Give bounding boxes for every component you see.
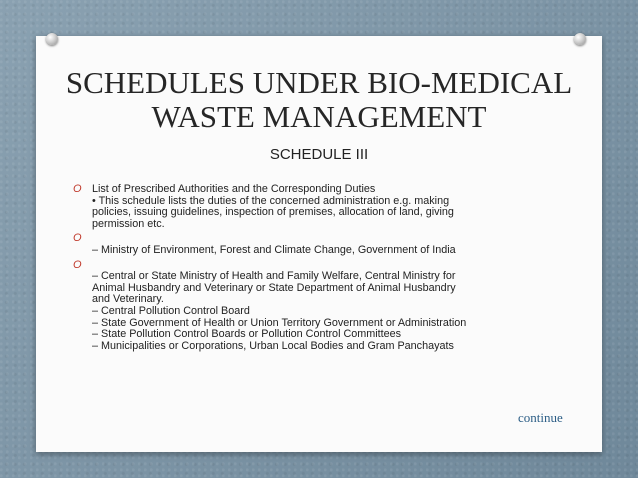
continue-link[interactable]: continue: [518, 410, 563, 425]
item-line: – Central or State Ministry of Health and Family Welfare, Central Ministry for: [92, 270, 456, 283]
item-line: Animal Husbandry and Veterinary or State Department of Animal Husbandry: [92, 281, 456, 294]
content-list: [73, 183, 542, 355]
pin-icon: [46, 33, 58, 45]
list-item: [73, 183, 542, 230]
item-line: – Municipalities or Corporations, Urban Local Bodies and Gram Panchayats: [92, 339, 454, 352]
item-line: – Central Pollution Control Board: [92, 304, 250, 317]
list-item: [73, 232, 542, 256]
bullet-icon: O: [73, 258, 82, 271]
bullet-icon: O: [73, 232, 82, 245]
item-line: List of Prescribed Authorities and the Corresponding Duties: [92, 183, 376, 195]
title-line-2: WASTE MANAGEMENT: [151, 99, 487, 134]
list-item: [73, 258, 542, 353]
item-line: – Ministry of Environment, Forest and Climate Change, Government of India: [92, 243, 456, 256]
item-line: and Veterinary.: [92, 293, 164, 306]
title-line-1: SCHEDULES UNDER BIO-MEDICAL: [65, 65, 573, 100]
slide-subtitle: SCHEDULE III: [269, 146, 369, 163]
item-line: – State Government of Health or Union Territory Government or Administration: [92, 316, 467, 329]
item-line: • This schedule lists the duties of the concerned administration e.g. making: [92, 194, 450, 207]
item-line: permission etc.: [92, 217, 165, 230]
item-line: policies, issuing guidelines, inspection of premises, allocation of land, giving: [92, 206, 454, 219]
bullet-icon: O: [73, 183, 82, 195]
item-line: – State Pollution Control Boards or Pollution Control Committees: [92, 328, 402, 341]
pin-icon: [574, 33, 586, 45]
slide-title: [36, 66, 602, 134]
